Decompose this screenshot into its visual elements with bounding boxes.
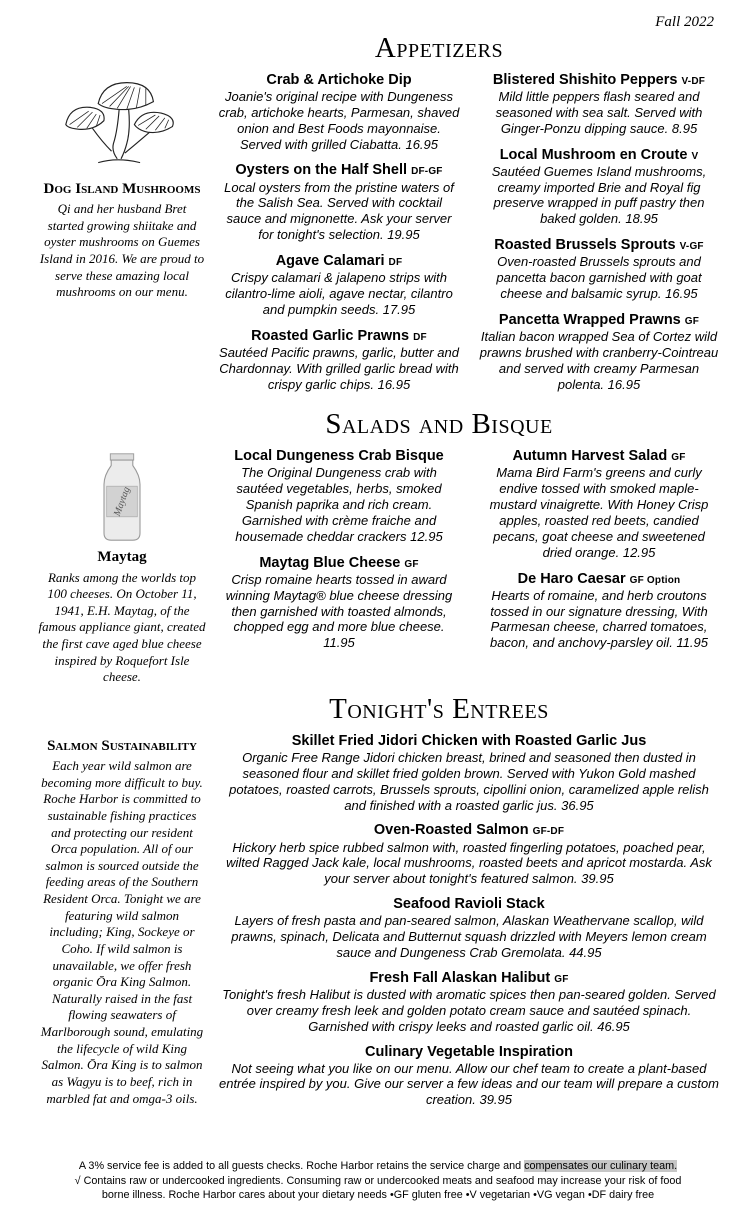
item-description: Not seeing what you like on our menu. Allow our chef team to create a plant-based entrée inspired by you. Give our server a few ideas and our team will prepare a custom creation. 39.95	[218, 1060, 720, 1108]
footer	[30, 1159, 726, 1203]
item-price: 12.95	[410, 528, 443, 544]
item-name: Roasted Brussels Sprouts	[494, 237, 676, 254]
item-name: Skillet Fried Jidori Chicken with Roasted Garlic Jus	[291, 732, 647, 749]
appetizers-content	[206, 71, 720, 402]
dietary-tag: GF Option	[629, 574, 681, 586]
sidebar-maytag	[38, 447, 206, 686]
item-description: Tonight's fresh Halibut is dusted with aromatic spices then pan-seared golden. Served over creamy fresh leek and golden potato cream sauce and sautéed spinach. Garnished with crispy leeks and roasted garlic oil. 46.95	[222, 986, 716, 1034]
menu-item	[218, 252, 460, 318]
sidebar-title-maytag: Maytag	[97, 549, 147, 566]
item-description: Joanie's original recipe with Dungeness crab, artichoke hearts, Parmesan, shaved onion and Best Foods mayonnaise. Served with grilled Ciabatta. 16.95	[218, 89, 460, 152]
menu-item	[218, 969, 720, 1035]
dietary-tag: GF	[554, 973, 569, 985]
item-price: 16.95	[665, 286, 698, 301]
menu-item	[478, 71, 720, 137]
dietary-tag: V-DF	[681, 75, 706, 87]
edition-label: Fall 2022	[655, 14, 714, 30]
salads-column-1	[218, 447, 460, 660]
appetizers-column-2	[478, 71, 720, 402]
dietary-tag: GF	[404, 558, 419, 570]
item-name: Seafood Ravioli Stack	[393, 896, 545, 913]
menu-item	[478, 236, 720, 302]
menu-item	[478, 311, 720, 393]
dietary-tag: V-GF	[679, 241, 704, 253]
item-description: Sautéed Guemes Island mushrooms, creamy imported Brie and Royal fig preserve wrapped in puff pastry then baked golden. 18.95	[491, 163, 707, 227]
item-price: 17.95	[382, 301, 416, 317]
menu-item	[478, 447, 720, 560]
menu-item	[218, 161, 460, 243]
sidebar-text-salmon: Each year wild salmon are becoming more difficult to buy. Roche Harbor is committed to sustainable fishing practices and protecting our resident Orca population. All of our salmon is sourced outside the feeding areas of the Southern Resident Orca. Tonight we are featuring wild salmon including; King, Sockeye or Coho. If wild salmon is unavailable, we offer fresh organic Ōra King Salmon. Naturally raised in the fast flowing seawaters of Marlborough sound, emulating the lifecycle of wild King Salmon. Ōra King is to salmon as Wagyu is to beef, rich in marbled fat and omga-3 oils.	[40, 758, 204, 1106]
salads-section	[38, 447, 720, 686]
item-price: 36.95	[561, 797, 594, 813]
item-price: 19.95	[387, 227, 420, 243]
menu-item	[218, 1043, 720, 1109]
appetizers-column-1	[218, 71, 460, 402]
menu-item	[478, 146, 720, 228]
milk-bottle-illustration	[95, 451, 149, 543]
item-description: Mama Bird Farm's greens and curly endive tossed with smoked maple-mustard vinaigrette. With Honey Crisp apples, roasted red beets, candied pecans, goat cheese and sweetened dried orange. 12.95	[489, 465, 709, 560]
salads-column-2	[478, 447, 720, 660]
item-description: Italian bacon wrapped Sea of Cortez wild prawns brushed with cranberry-Cointreau and served with creamy Parmesan polenta. 16.95	[479, 328, 719, 392]
entrees-content	[206, 732, 720, 1116]
dietary-tag: V	[691, 150, 699, 162]
item-name: Roasted Garlic Prawns	[251, 327, 410, 344]
footer-highlighted-text: compensates our culinary team.	[524, 1160, 678, 1173]
item-description: Hickory herb spice rubbed salmon with, roasted fingerling potatoes, poached pear, wilted Ragged Jack kale, local mushrooms, roasted beets and apricot mostarda. Ask your server about tonight's featured salmon. 39.95	[226, 839, 712, 887]
footer-line-2: √ Contains raw or undercooked ingredients. Consuming raw or undercooked meats and seafood may increase your risk of food	[74, 1174, 682, 1187]
item-name: Culinary Vegetable Inspiration	[365, 1043, 573, 1060]
menu-item	[478, 570, 720, 652]
item-price: 16.95	[607, 376, 641, 392]
dietary-tag: GF-DF	[532, 826, 565, 838]
item-name: Crab & Artichoke Dip	[266, 71, 412, 88]
item-price: 11.95	[323, 635, 355, 651]
item-name: Blistered Shishito Peppers	[492, 71, 678, 88]
footer-line-1	[30, 1159, 726, 1174]
dietary-tag: DF	[413, 331, 427, 343]
item-description: Local oysters from the pristine waters of the Salish Sea. Served with cocktail sauce and mignonette. Ask your server for tonight's selection. 19.95	[224, 179, 454, 243]
item-description: Hearts of romaine, and herb croutons tossed in our signature dressing, With Parmesan cheese, charred tomatoes, bacon, and anchovy-parsley oil. 11.95	[489, 587, 709, 651]
item-description: Mild little peppers flash seared and seasoned with sea salt. Served with Ginger-Ponzu dipping sauce. 8.95	[495, 89, 703, 136]
sidebar-salmon	[38, 732, 206, 1107]
item-description: Crispy calamari & jalapeno strips with cilantro-lime aioli, agave nectar, cilantro and pumpkin seeds. 17.95	[225, 270, 453, 317]
item-price: 44.95	[569, 944, 602, 960]
item-description: Crisp romaine hearts tossed in award winning Maytag® blue cheese dressing then garnished with toasted almonds, chopped egg and more blue cheese. 11.95	[225, 571, 453, 651]
menu-item	[218, 447, 460, 544]
item-price: 8.95	[671, 120, 698, 136]
item-name: De Haro Caesar	[517, 570, 626, 587]
item-price: 18.95	[625, 211, 658, 227]
item-price: 16.95	[377, 376, 411, 392]
item-description: Organic Free Range Jidori chicken breast, brined and seasoned then dusted in seasoned flour and skillet fried golden brown. Served with Yukon Gold mashed potatoes, roasted carrots, Brussels sprouts, cipollini onion, caramelized apple relish and finished with a roasted garlic jus. 36.95	[229, 749, 709, 813]
salads-content	[206, 447, 720, 660]
item-price: 12.95	[622, 544, 656, 560]
item-name: Agave Calamari	[275, 253, 385, 270]
dietary-tag: GF	[671, 452, 686, 464]
item-price: 16.95	[405, 136, 439, 152]
item-description: Layers of fresh pasta and pan-seared salmon, Alaskan Weathervane scallop, wild prawns, spinach, Delicata and Butternut squash drizzled with Meyers lemon cream sauce and Dungeness Crab Gremolata. 44.95	[231, 913, 707, 960]
footer-line-3: borne illness. Roche Harbor cares about your dietary needs •GF gluten free •V vegetarian •VG vegan •DF dairy free	[101, 1189, 655, 1202]
item-name: Maytag Blue Cheese	[259, 554, 401, 571]
mushroom-illustration	[60, 75, 184, 175]
item-name: Oven-Roasted Salmon	[373, 822, 529, 839]
menu-item	[218, 895, 720, 961]
sidebar-title-dog-island: Dog Island Mushrooms	[43, 180, 201, 197]
item-name: Oysters on the Half Shell	[235, 162, 408, 179]
menu-item	[218, 71, 460, 153]
section-title-salads: Salads and Bisque	[325, 408, 553, 441]
item-price: 46.95	[597, 1018, 630, 1034]
item-price: 11.95	[676, 635, 709, 651]
item-name: Fresh Fall Alaskan Halibut	[369, 969, 551, 986]
item-name: Pancetta Wrapped Prawns	[498, 311, 681, 328]
bottle-label: Maytag	[111, 485, 133, 518]
section-title-appetizers: Appetizers	[374, 32, 504, 64]
sidebar-title-salmon: Salmon Sustainability	[47, 737, 197, 754]
sidebar-dog-island	[38, 71, 206, 301]
section-title-entrees: Tonight's Entrees	[329, 692, 549, 725]
sidebar-text-maytag: Ranks among the worlds top 100 cheeses. On October 11, 1941, E.H. Maytag, of the famous appliance giant, created the first cave aged blue cheese inspired by Roquefort Isle cheese.	[38, 569, 206, 685]
item-price: 39.95	[479, 1092, 513, 1108]
footer-service-fee-text: A 3% service fee is added to all guests checks. Roche Harbor retains the service charge and	[78, 1160, 525, 1173]
menu-item	[218, 821, 720, 887]
menu-item	[218, 554, 460, 651]
item-price: 39.95	[581, 871, 614, 887]
menu-item	[218, 732, 720, 814]
dietary-tag: DF-GF	[411, 166, 443, 178]
sidebar-text-dog-island: Qi and her husband Bret started growing shiitake and oyster mushrooms on Guemes Island in 2016. We are proud to serve these amazing local mushrooms on our menu.	[39, 201, 205, 300]
entrees-section	[38, 732, 720, 1116]
item-description: The Original Dungeness crab with sautéed vegetables, herbs, smoked Spanish paprika and rich cream. Garnished with crème fraiche and housemade cheddar crackers 12.95	[235, 465, 443, 544]
menu-item	[218, 327, 460, 393]
item-name: Autumn Harvest Salad	[512, 448, 668, 465]
item-description: Oven-roasted Brussels sprouts and pancetta bacon garnished with goat cheese and balsamic syrup. 16.95	[496, 254, 702, 301]
item-name: Local Dungeness Crab Bisque	[234, 448, 444, 465]
item-name: Local Mushroom en Croute	[499, 146, 688, 163]
item-description: Sautéed Pacific prawns, garlic, butter and Chardonnay. With grilled garlic bread with crispy garlic chips. 16.95	[219, 344, 459, 392]
appetizers-section	[38, 71, 720, 402]
dietary-tag: GF	[684, 315, 700, 327]
dietary-tag: DF	[388, 257, 403, 269]
